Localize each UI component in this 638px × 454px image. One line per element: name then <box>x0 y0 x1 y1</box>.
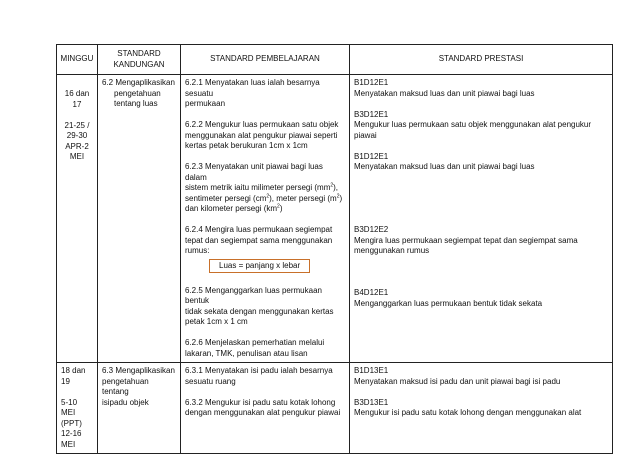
learning-standard-text: ), <box>333 183 339 192</box>
learning-standard-text: 6.2.4 Mengira luas permukaan segiempat <box>185 225 333 234</box>
week-text: 16 dan 17 <box>64 89 90 109</box>
week-text: APR-2 MEI <box>65 141 89 161</box>
week-cell <box>57 363 98 454</box>
performance-text: Menyatakan maksud luas dan unit piawai bagi luas <box>354 88 535 98</box>
table-row <box>57 363 613 454</box>
content-standard-text: pengetahuan tentang <box>102 376 149 396</box>
learning-standard-text: tidak sekata dengan menggunakan kertas <box>185 306 334 316</box>
header-content-standard <box>98 45 181 75</box>
week-text: (PPT) <box>61 418 82 428</box>
header-performance-standard: STANDARD PRESTASI <box>350 45 613 75</box>
performance-code: B3D12E1 <box>354 109 389 119</box>
header-content-standard-line1: STANDARD <box>117 49 161 58</box>
learning-standard-text <box>185 194 345 205</box>
table-row <box>57 75 613 363</box>
learning-standard-text <box>185 183 345 194</box>
learning-standard-text: ) <box>279 204 283 213</box>
week-cell <box>57 75 98 363</box>
performance-text: Menyatakan maksud luas dan unit piawai bagi luas <box>354 162 535 171</box>
header-learning-standard: STANDARD PEMBELAJARAN <box>181 45 350 75</box>
performance-text: menggunakan rumus <box>354 246 430 255</box>
learning-standard-text: dengan menggunakan alat pengukur piawai <box>185 408 341 417</box>
learning-standard-text: 6.3.1 Menyatakan isi padu ialah besarnya <box>185 366 333 375</box>
header-week: MINGGU <box>57 45 98 75</box>
performance-code: B3D13E1 <box>354 397 389 407</box>
performance-text: Mengira luas permukaan segiempat tepat dan segiempat sama <box>354 235 578 245</box>
formula-box: Luas = panjang x lebar <box>209 259 310 274</box>
learning-standard-text: permukaan <box>185 99 226 108</box>
performance-standard-cell <box>350 363 613 454</box>
performance-text: Mengukur luas permukaan satu objek menggunakan alat pengukur <box>354 120 592 129</box>
learning-standard-text: sistem metrik iaitu milimeter persegi (mm <box>185 183 331 192</box>
performance-text: Menganggarkan luas permukaan bentuk tidak sekata <box>354 298 543 308</box>
curriculum-table <box>56 44 613 454</box>
superscript: 2 <box>266 192 270 199</box>
superscript: 2 <box>330 182 334 189</box>
learning-standard-text: ), meter persegi (m <box>269 193 337 203</box>
content-standard-text: tentang luas <box>114 99 158 108</box>
learning-standard-text: lakaran, TMK, penulisan atau lisan <box>185 348 308 358</box>
week-text: 12-16 MEI <box>61 429 82 449</box>
learning-standard-cell <box>181 363 350 454</box>
learning-standard-text: kertas petak berukuran 1cm x 1cm <box>185 141 308 150</box>
learning-standard-text: dan kilometer persegi (km <box>185 204 278 213</box>
content-standard-text: 6.2 Mengaplikasikan <box>102 78 175 87</box>
performance-code: B1D12E1 <box>354 151 389 161</box>
learning-standard-text: petak 1cm x 1 cm <box>185 317 248 326</box>
week-text: 5-10 MEI <box>61 397 78 417</box>
content-standard-cell <box>98 75 181 363</box>
performance-code: B1D12E1 <box>354 78 389 87</box>
week-text: 29-30 <box>66 131 88 140</box>
content-standard-cell <box>98 363 181 454</box>
performance-code: B1D13E1 <box>354 366 389 375</box>
header-content-standard-line2: KANDUNGAN <box>113 59 165 69</box>
learning-standard-text: sentimeter persegi (cm <box>185 193 267 203</box>
superscript: 2 <box>277 203 280 210</box>
learning-standard-text: 6.3.2 Mengukur isi padu satu kotak lohong <box>185 397 336 407</box>
performance-standard-cell <box>350 75 613 363</box>
week-text: 21-25 / <box>64 120 90 130</box>
learning-standard-text: sesuatu ruang <box>185 376 236 386</box>
week-text: 18 dan 19 <box>61 366 86 386</box>
learning-standard-text: menggunakan alat pengukur piawai seperti <box>185 130 338 140</box>
learning-standard-text: ) <box>339 193 343 203</box>
content-standard-text: isipadu objek <box>102 397 149 407</box>
learning-standard-text: tepat dan segiempat sama menggunakan <box>185 235 333 245</box>
performance-code: B4D12E1 <box>354 288 389 297</box>
performance-text: Menyatakan maksud isi padu dan unit piawai bagi isi padu <box>354 376 561 386</box>
content-standard-text: pengetahuan <box>114 88 161 98</box>
performance-text: piawai <box>354 130 377 140</box>
superscript: 2 <box>336 192 340 199</box>
performance-code: B3D12E2 <box>354 225 389 234</box>
learning-standard-text: 6.2.5 Menganggarkan luas permukaan bentuk <box>185 285 322 305</box>
table-header-row <box>57 45 613 75</box>
performance-text: Mengukur isi padu satu kotak lohong dengan menggunakan alat <box>354 408 582 417</box>
learning-standard-text: rumus: <box>185 246 210 255</box>
learning-standard-cell <box>181 75 350 363</box>
learning-standard-text <box>185 204 345 215</box>
learning-standard-text: 6.2.3 Menyatakan unit piawai bagi luas dalam <box>185 162 323 182</box>
learning-standard-text: 6.2.1 Menyatakan luas ialah besarnya sesuatu <box>185 78 320 98</box>
learning-standard-text: 6.2.6 Menjelaskan pemerhatian melalui <box>185 338 325 347</box>
content-standard-text: 6.3 Mengaplikasikan <box>102 366 175 375</box>
learning-standard-text: 6.2.2 Mengukur luas permukaan satu objek <box>185 120 339 129</box>
